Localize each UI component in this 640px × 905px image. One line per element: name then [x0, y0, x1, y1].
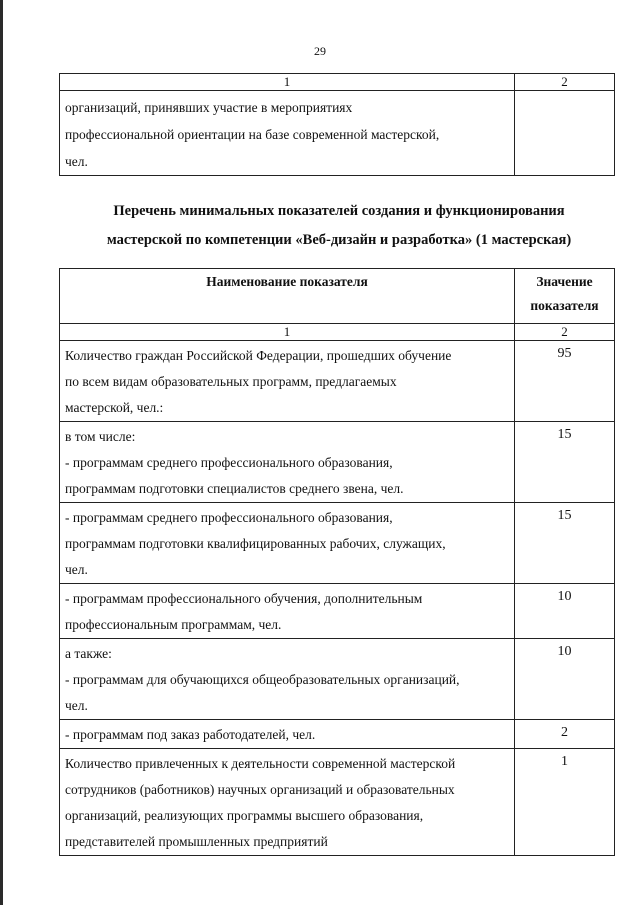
scan-edge	[0, 0, 3, 905]
table-row	[60, 91, 615, 176]
page-number: 29	[314, 44, 326, 58]
indicator-name-cell	[60, 91, 515, 176]
section-title-line-1: Перечень минимальных показателей создания и функционирования	[113, 203, 565, 219]
indicator-text-line: мастерской, чел.:	[65, 400, 164, 415]
indicator-value-cell: 15	[515, 503, 615, 584]
column-number-1: 1	[60, 324, 515, 341]
column-number-2: 2	[515, 74, 615, 91]
table-header-numbering	[60, 324, 615, 341]
indicator-name-cell	[60, 503, 515, 584]
indicator-text-line: Количество привлеченных к деятельности современной мастерской	[65, 756, 456, 771]
header-indicator-value	[515, 269, 615, 324]
section-title-line-2: мастерской по компетенции «Веб-дизайн и разработка» (1 мастерская)	[106, 232, 572, 248]
table-row	[60, 503, 615, 584]
table-row	[60, 584, 615, 639]
indicator-name-cell	[60, 422, 515, 503]
table-row	[60, 639, 615, 720]
indicator-text-line: - программам для обучающихся общеобразовательных организаций,	[65, 672, 460, 687]
indicator-value-cell: 15	[515, 422, 615, 503]
indicator-text-line: программам подготовки специалистов среднего звена, чел.	[65, 481, 404, 496]
indicator-value-cell: 10	[515, 584, 615, 639]
indicator-text-line: профессиональным программам, чел.	[65, 617, 282, 632]
indicator-text-line: организаций, реализующих программы высшего образования,	[65, 808, 424, 823]
indicator-text-line: программам подготовки квалифицированных рабочих, служащих,	[65, 536, 446, 551]
table-row	[60, 749, 615, 856]
continued-table	[59, 73, 615, 176]
indicator-name-cell	[60, 584, 515, 639]
indicator-text-line: чел.	[65, 698, 88, 713]
indicator-text-line: - программам среднего профессионального образования,	[65, 510, 393, 525]
indicator-text-line: представителей промышленных предприятий	[65, 834, 328, 849]
indicator-text-line: - программам под заказ работодателей, чел.	[65, 727, 316, 742]
indicator-value-cell	[515, 91, 615, 176]
indicator-text-line: в том числе:	[65, 429, 136, 444]
column-number-2: 2	[515, 324, 615, 341]
indicator-text-line: организаций, принявших участие в мероприятиях	[65, 100, 353, 115]
table-header-numbering	[60, 74, 615, 91]
indicators-table	[59, 268, 615, 856]
indicator-name-cell	[60, 720, 515, 749]
indicator-text-line: а также:	[65, 646, 112, 661]
section-title	[59, 197, 619, 255]
header-indicator-name: Наименование показателя	[60, 269, 515, 324]
indicator-name-cell	[60, 639, 515, 720]
header-value-line-1: Значение	[536, 274, 593, 289]
indicator-name-cell	[60, 749, 515, 856]
indicator-value-cell: 2	[515, 720, 615, 749]
indicator-value-cell: 10	[515, 639, 615, 720]
indicator-value-cell: 1	[515, 749, 615, 856]
indicator-text-line: по всем видам образовательных программ, предлагаемых	[65, 374, 397, 389]
indicator-name-cell	[60, 341, 515, 422]
indicator-text-line: Количество граждан Российской Федерации, прошедших обучение	[65, 348, 452, 363]
indicator-value-cell: 95	[515, 341, 615, 422]
table-row	[60, 720, 615, 749]
column-number-1: 1	[60, 74, 515, 91]
table-row	[60, 422, 615, 503]
indicator-text-line: чел.	[65, 154, 88, 169]
table-header	[60, 269, 615, 324]
indicator-text-line: - программам профессионального обучения, дополнительным	[65, 591, 423, 606]
indicator-text-line: чел.	[65, 562, 88, 577]
indicator-text-line: профессиональной ориентации на базе современной мастерской,	[65, 127, 440, 142]
indicator-text-line: - программам среднего профессионального образования,	[65, 455, 393, 470]
table-row	[60, 341, 615, 422]
indicator-text-line: сотрудников (работников) научных организаций и образовательных	[65, 782, 455, 797]
header-value-line-2: показателя	[530, 298, 599, 313]
